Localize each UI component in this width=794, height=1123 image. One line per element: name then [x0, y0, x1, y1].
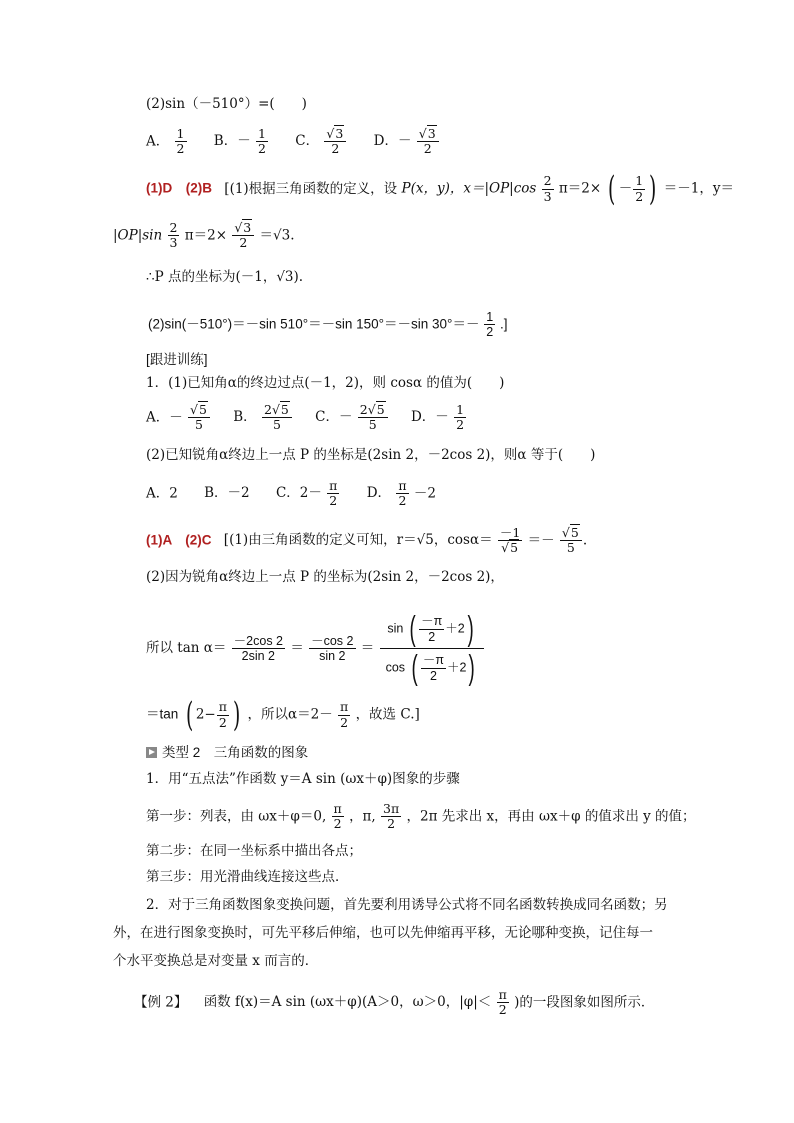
section-title-text: 类型 2 三角函数的图象: [162, 745, 309, 760]
fraction: $\frac{√5}{5}$: [560, 526, 582, 556]
example-text: )的一段图象如图所示．: [514, 994, 655, 1011]
section-p5-line3: 个水平变换总是对变量 x 而言的．: [113, 953, 319, 969]
option-b-label: B．: [233, 409, 257, 426]
fraction: $\frac{1}{2}$: [258, 126, 266, 157]
option-b-label: B．－: [213, 133, 251, 150]
solution2-tan-final: ＝tan ( 2− $\frac{\pi}{2}$ ) ，所以α＝2－ $\frac{\pi}{2}$ ，故选 C.]: [146, 695, 420, 735]
option-b-label: B．－2: [204, 485, 250, 502]
example-label: 【例 2】: [134, 994, 188, 1011]
fraction: $\frac{1}{2}$: [176, 126, 185, 157]
fraction: $\frac{\pi}{2}$: [329, 478, 338, 509]
practice-header: [跟进训练]: [146, 352, 208, 367]
question-stem: (2)sin（－510°）=( ): [146, 96, 307, 112]
plus-two: ＋2: [446, 660, 467, 675]
fraction: $\frac{3\pi}{2}$: [383, 801, 400, 832]
option-c-label: C．2－: [275, 485, 322, 502]
practice-q2: (2)已知锐角α终边上一点 P 的坐标是(2sin 2，－2cos 2)，则α 等于( ): [146, 447, 596, 463]
fraction: $\frac{-\pi}{2}$: [422, 653, 444, 683]
fraction: $\frac{\pi}{2}$: [398, 478, 407, 509]
option-a-label: A．2: [146, 485, 178, 502]
fraction: $\frac{√3}{2}$: [324, 127, 346, 157]
cos-label: cos: [385, 660, 406, 675]
option-d-label: D．: [366, 485, 392, 502]
section-p1: 1．用“五点法”作函数 y＝A sin (ωx＋φ)图象的步骤: [146, 771, 460, 787]
section-title: [146, 746, 308, 760]
option-c-label: C．－: [315, 409, 353, 426]
solution-line-2: [113, 221, 295, 251]
solution-line-3: ∴P 点的坐标为(－1，√3).: [146, 269, 304, 285]
sin-label: sin: [387, 621, 404, 636]
solution-text: |OP|sin: [113, 227, 163, 244]
section-p5-line1: 2．对于三角函数图象变换问题，首先要利用诱导公式将不同名函数转换成同名函数；另: [146, 897, 668, 913]
option-d-label: D．－: [410, 409, 449, 426]
solution-text: ＝√3.: [259, 227, 295, 244]
solution-text: ＝tan: [146, 706, 179, 722]
fraction: $\frac{-1}{√5}$: [499, 525, 521, 556]
solution2-tan-expression: [146, 612, 485, 685]
solution-text: .]: [499, 316, 508, 332]
options-row: [146, 127, 440, 157]
solution-text: ＝－1，y＝: [663, 180, 734, 197]
practice-q1: 1．(1)已知角α的终边过点(－1，2)，则 cosα 的值为( ): [146, 375, 505, 391]
fraction: $\frac{1}{2}$: [456, 402, 465, 433]
solution-text: [(1)由三角函数的定义可知，r＝√5，cosα＝: [223, 532, 493, 549]
fraction: $\frac{-\pi}{2}$: [421, 614, 443, 644]
option-a-label: A．: [146, 133, 170, 150]
section-p5-line2: 外，在进行图象变换时，可先平移后伸缩，也可以先伸缩再平移，无论哪种变换，记住每一: [113, 925, 653, 941]
solution-line-4: [148, 310, 507, 340]
example-text: 函数 f(x)＝A sin (ωx＋φ)(A＞0，ω＞0，|φ|＜: [203, 994, 492, 1011]
big-fraction: sin ( $\frac{-\pi}{2}$ ＋2) cos ( $\frac{-\pi}{2}$ ＋2): [380, 612, 484, 685]
solution-text: π＝2×: [558, 180, 602, 197]
equals-sign: ＝: [360, 640, 375, 656]
section-text: ，π,: [349, 808, 376, 825]
plus-two: ＋2: [445, 621, 465, 636]
practice-q2-options: [146, 479, 436, 509]
solution-text: ，所以α＝2－: [247, 706, 333, 723]
section-text: 第一步：列表，由 ωx＋φ＝0,: [146, 808, 327, 825]
option-a-label: A．－: [146, 409, 183, 426]
fraction: $\frac{\pi}{2}$: [333, 801, 342, 832]
section-p2: [146, 802, 696, 832]
solution2-line-1: (1)A (2)C [(1)由三角函数的定义可知，r＝√5，cosα＝ $\frac{-1}{√5}$ ＝－ $\frac{√5}{5}$ .: [146, 525, 588, 556]
option-d-label: D．－: [373, 133, 412, 150]
solution2-line-2: (2)因为锐角α终边上一点 P 的坐标为(2sin 2，－2cos 2)，: [146, 569, 504, 585]
example-2: [134, 988, 654, 1018]
fraction: $\frac{2}{3}$: [543, 173, 552, 204]
solution-text: (2)sin(－510°)＝－sin 510°＝－sin 150°＝－sin 30°＝－: [148, 316, 480, 332]
solution-text: ，故选 C.]: [355, 706, 420, 723]
fraction: $\frac{2√5}{5}$: [358, 403, 388, 433]
fraction: $\frac{2√5}{5}$: [262, 403, 292, 433]
answer-label: (1)D (2)B: [146, 180, 212, 196]
section-p3: 第二步：在同一坐标系中描出各点；: [146, 843, 362, 859]
fraction: $\frac{1}{2}$: [635, 173, 644, 204]
fraction: $\frac{\pi}{2}$: [340, 699, 349, 730]
fraction: $\frac{1}{2}$: [486, 310, 494, 340]
fraction: $\frac{-2\cos 2}{2\sin 2}$: [233, 633, 284, 663]
equals-sign: ＝: [290, 640, 304, 656]
fraction: $\frac{-\cos 2}{\sin 2}$: [311, 633, 354, 663]
fraction: $\frac{√3}{2}$: [417, 127, 439, 157]
solution-text: [(1)根据三角函数的定义，设: [224, 180, 398, 197]
option-text: －2: [413, 485, 436, 502]
answer-label: (1)A (2)C: [146, 532, 212, 548]
solution-text: 所以 tan α＝: [146, 640, 227, 656]
solution-line-1: (1)D (2)B [(1)根据三角函数的定义，设 P(x，y)，x＝|OP|cos $\frac{2}{3}$ π＝2× ( － $\frac{1}{2}$ ) ＝－1，y＝: [146, 169, 734, 209]
fraction: $\frac{2}{3}$: [169, 220, 178, 251]
fraction: $\frac{\pi}{2}$: [218, 699, 227, 730]
solution-text: π＝2×: [184, 227, 228, 244]
fraction: $\frac{√3}{2}$: [232, 221, 254, 251]
minus-sign: －: [618, 180, 633, 197]
play-triangle-icon: [146, 747, 157, 758]
section-p4: 第三步：用光滑曲线连接这些点．: [146, 869, 349, 885]
fraction: $\frac{\pi}{2}$: [498, 987, 507, 1018]
fraction: $\frac{√5}{5}$: [188, 403, 210, 433]
section-text: ，2π 先求出 x，再由 ωx＋φ 的值求出 y 的值；: [406, 808, 696, 825]
option-c-label: C．: [295, 133, 320, 150]
solution-text: ＝－: [527, 532, 555, 549]
practice-q1-options: [146, 403, 467, 433]
solution-text: P(x，y)，x＝|OP|cos: [401, 180, 537, 197]
